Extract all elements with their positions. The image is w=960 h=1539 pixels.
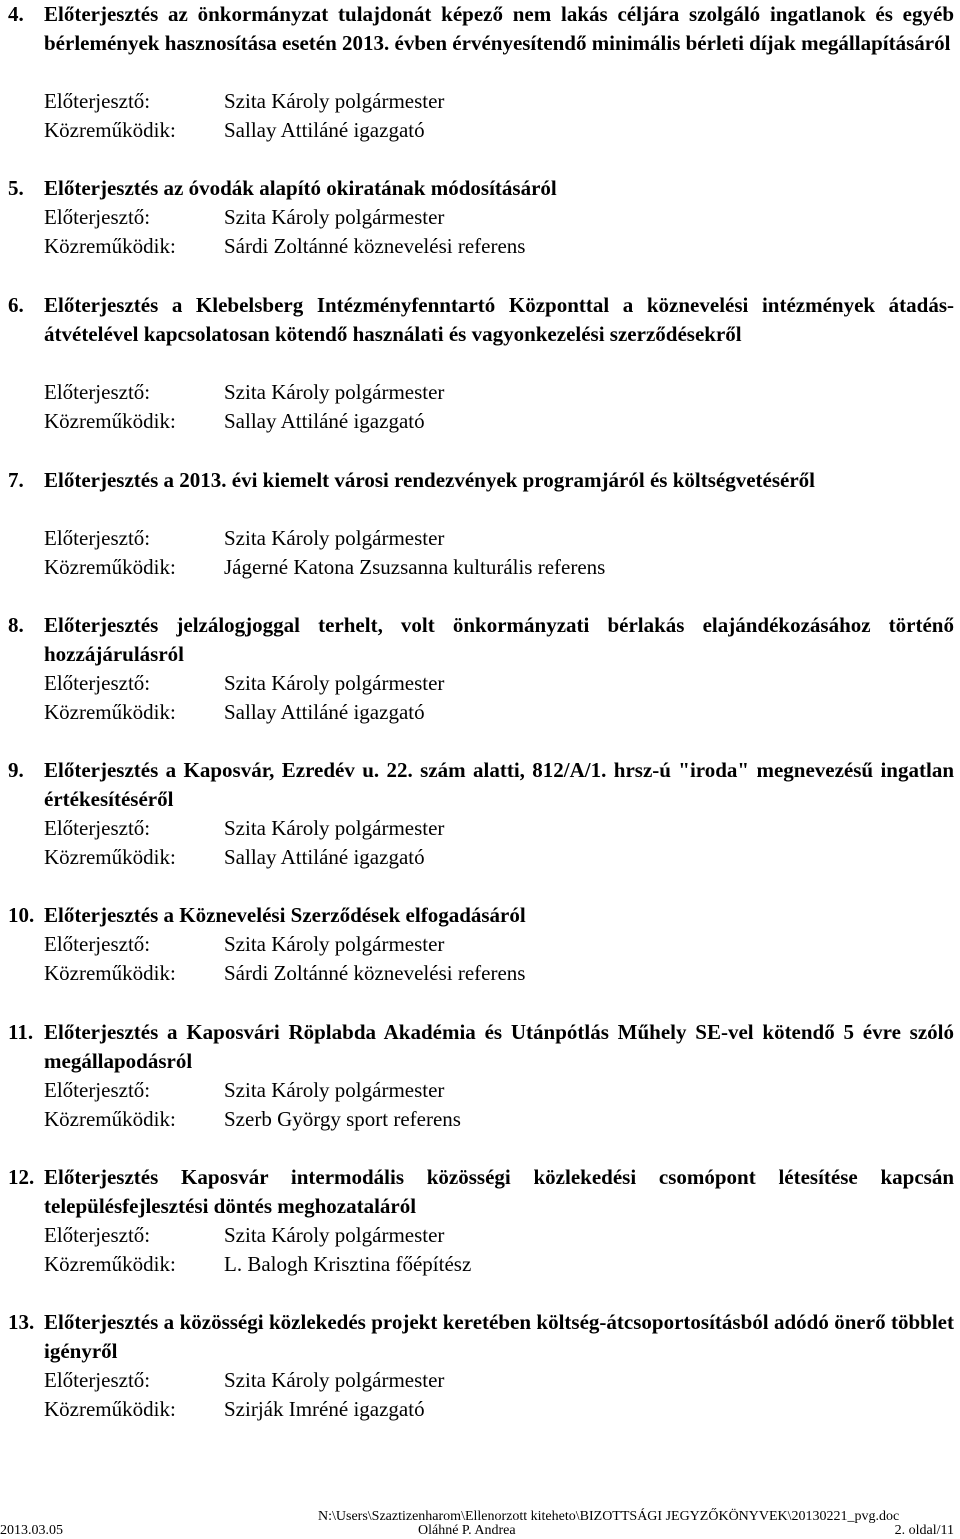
presenter-line [44,930,444,959]
contributor-line [44,698,425,727]
presenter-label: Előterjesztő: [44,205,151,229]
agenda-item-number: 4. [8,2,24,26]
presenter-label: Előterjesztő: [44,89,151,113]
contributor-label: Közreműködik: [44,409,176,433]
agenda-item-title: Előterjesztés jelzálogjoggal terhelt, volt önkormányzati bérlakás elajándékozásához történő hozzájárulásról [44,613,954,666]
agenda-item-number: 7. [8,468,24,492]
contributor-label: Közreműködik: [44,118,176,142]
agenda-item-number: 6. [8,293,24,317]
contributor-line [44,1250,471,1279]
presenter-label: Előterjesztő: [44,380,151,404]
contributor-label: Közreműködik: [44,700,176,724]
contributor-name: Sallay Attiláné igazgató [224,700,425,724]
presenter-name: Szita Károly polgármester [224,205,445,229]
presenter-label: Előterjesztő: [44,1078,151,1102]
contributor-name: Jágerné Katona Zsuzsanna kulturális referens [224,555,606,579]
contributor-label: Közreműködik: [44,1397,176,1421]
contributor-label: Közreműködik: [44,1252,176,1276]
contributor-line [44,232,525,261]
contributor-name: Sárdi Zoltánné köznevelési referens [224,234,526,258]
contributor-label: Közreműködik: [44,961,176,985]
footer-author: Oláhné P. Andrea [418,1523,516,1538]
presenter-name: Szita Károly polgármester [224,1078,445,1102]
footer-date: 2013.03.05 [0,1523,63,1538]
agenda-item-number: 9. [8,758,24,782]
presenter-name: Szita Károly polgármester [224,380,445,404]
contributor-name: Sallay Attiláné igazgató [224,409,425,433]
agenda-item-number: 10. [8,903,35,927]
contributor-name: Sárdi Zoltánné köznevelési referens [224,961,526,985]
agenda-item-title: Előterjesztés az önkormányzat tulajdonát képező nem lakás céljára szolgáló ingatlanok és egyéb bérlemények hasznosítása esetén 2013. évben érvényesítendő minimális bérleti díjak megállapításáról [44,2,954,55]
presenter-name: Szita Károly polgármester [224,1223,445,1247]
contributor-label: Közreműködik: [44,1107,176,1131]
contributor-name: L. Balogh Krisztina főépítész [224,1252,472,1276]
contributor-line [44,843,425,872]
presenter-label: Előterjesztő: [44,1368,151,1392]
presenter-line [44,814,444,843]
contributor-line [44,116,425,145]
agenda-item-title: Előterjesztés az óvodák alapító okiratának módosításáról [44,176,557,200]
contributor-line [44,959,525,988]
presenter-name: Szita Károly polgármester [224,671,445,695]
presenter-line [44,378,444,407]
presenter-line [44,1221,444,1250]
contributor-label: Közreműködik: [44,555,176,579]
agenda-item-number: 12. [8,1165,35,1189]
agenda-item-title: Előterjesztés a Kaposvári Röplabda Akadémia és Utánpótlás Műhely SE-vel kötendő 5 évre szóló megállapodásról [44,1020,954,1073]
contributor-line [44,1395,425,1424]
contributor-name: Sallay Attiláné igazgató [224,845,425,869]
contributor-line [44,553,605,582]
agenda-item-title: Előterjesztés a Klebelsberg Intézményfenntartó Központtal a köznevelési intézmények átadás-átvételével kapcsolatosan kötendő használati és vagyonkezelési szerződésekről [44,293,954,346]
footer-page-number: 2. oldal/11 [894,1523,954,1538]
agenda-item-title: Előterjesztés Kaposvár intermodális közösségi közlekedési csomópont létesítése kapcsán településfejlesztési döntés meghozataláról [44,1165,954,1218]
agenda-item-number: 5. [8,176,24,200]
contributor-name: Sallay Attiláné igazgató [224,118,425,142]
presenter-name: Szita Károly polgármester [224,89,445,113]
contributor-label: Közreműködik: [44,234,176,258]
presenter-label: Előterjesztő: [44,526,151,550]
agenda-item-title: Előterjesztés a Kaposvár, Ezredév u. 22. szám alatti, 812/A/1. hrsz-ú "iroda" megnevezésű ingatlan értékesítéséről [44,758,954,811]
presenter-line [44,87,444,116]
contributor-label: Közreműködik: [44,845,176,869]
presenter-name: Szita Károly polgármester [224,816,445,840]
presenter-label: Előterjesztő: [44,1223,151,1247]
footer-file-path: N:\Users\Szaztizenharom\Ellenorzott kiteheto\BIZOTTSÁGI JEGYZŐKÖNYVEK\20130221_pvg.doc [318,1509,900,1524]
agenda-item-title: Előterjesztés a 2013. évi kiemelt városi rendezvények programjáról és költségvetéséről [44,468,815,492]
presenter-label: Előterjesztő: [44,671,151,695]
agenda-item-number: 13. [8,1310,35,1334]
presenter-name: Szita Károly polgármester [224,1368,445,1392]
contributor-line [44,1105,461,1134]
presenter-label: Előterjesztő: [44,932,151,956]
presenter-line [44,1076,444,1105]
agenda-item-title: Előterjesztés a Köznevelési Szerződések elfogadásáról [44,903,526,927]
presenter-label: Előterjesztő: [44,816,151,840]
contributor-name: Szirják Imréné igazgató [224,1397,425,1421]
presenter-name: Szita Károly polgármester [224,932,445,956]
presenter-line [44,669,444,698]
presenter-line [44,203,444,232]
presenter-line [44,1366,444,1395]
agenda-item-number: 11. [8,1020,34,1044]
agenda-item-title: Előterjesztés a közösségi közlekedés projekt keretében költség-átcsoportosításból adódó önerő többlet igényről [44,1310,954,1363]
contributor-name: Szerb György sport referens [224,1107,461,1131]
presenter-name: Szita Károly polgármester [224,526,445,550]
presenter-line [44,524,444,553]
contributor-line [44,407,425,436]
agenda-item-number: 8. [8,613,24,637]
